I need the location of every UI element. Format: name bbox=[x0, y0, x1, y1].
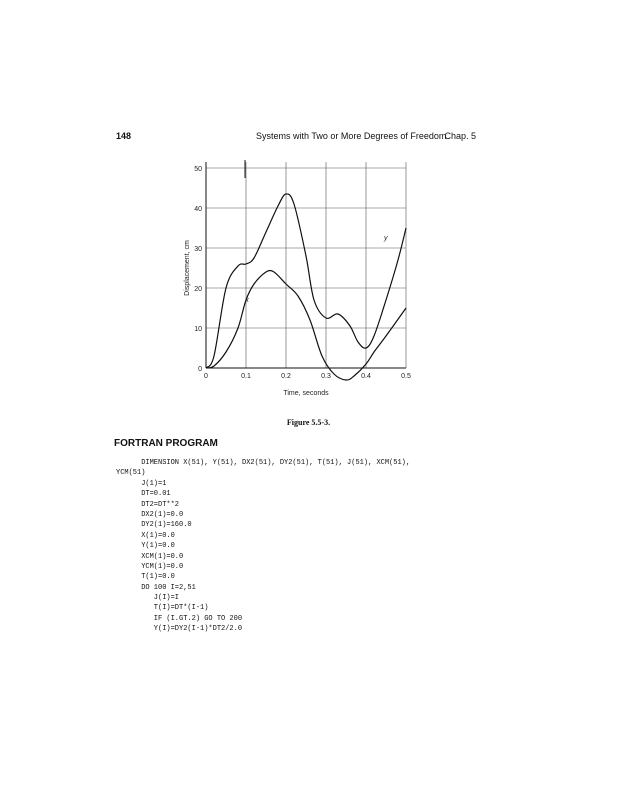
chapter-label: Chap. 5 bbox=[444, 131, 476, 141]
y-tick-label: 10 bbox=[194, 326, 202, 333]
series-line-y bbox=[206, 194, 406, 368]
series-line-x bbox=[206, 271, 406, 381]
running-title: Systems with Two or More Degrees of Freedom bbox=[256, 131, 447, 141]
y-tick-label: 20 bbox=[194, 286, 202, 293]
code-line: DX2(1)=0.0 bbox=[116, 510, 184, 519]
code-line: DO 100 I=2,51 bbox=[116, 583, 196, 592]
code-line: YCM(1)=0.0 bbox=[116, 562, 184, 571]
y-tick-label: 50 bbox=[194, 166, 202, 173]
x-tick-label: 0.5 bbox=[401, 373, 411, 380]
code-line: X(1)=0.0 bbox=[116, 531, 175, 540]
code-line: DT2=DT**2 bbox=[116, 500, 180, 509]
x-tick-label: 0.1 bbox=[241, 373, 251, 380]
section-heading: FORTRAN PROGRAM bbox=[114, 438, 218, 449]
code-line: T(I)=DT*(I-1) bbox=[116, 604, 209, 613]
code-line: J(I)=I bbox=[116, 594, 180, 603]
y-axis-label: Displacement, cm bbox=[184, 240, 191, 296]
code-line: J(1)=1 bbox=[116, 479, 167, 488]
y-tick-label: 30 bbox=[194, 246, 202, 253]
chart-axes bbox=[206, 160, 406, 368]
x-tick-label: 0.2 bbox=[281, 373, 291, 380]
code-line: XCM(1)=0.0 bbox=[116, 552, 184, 561]
code-line: DIMENSION X(51), Y(51), DX2(51), DY2(51), T(51), J(51), XCM(51), bbox=[116, 459, 411, 467]
chart-grid bbox=[206, 162, 406, 368]
code-line: Y(I)=DY2(I-1)*DT2/2.0 bbox=[116, 625, 243, 634]
fortran-code-block bbox=[116, 458, 410, 635]
code-line: T(1)=0.0 bbox=[116, 573, 175, 582]
curve-label-y: y bbox=[384, 235, 388, 242]
chart-series bbox=[206, 194, 406, 380]
x-tick-label: 0 bbox=[204, 373, 208, 380]
x-axis-label: Time, seconds bbox=[283, 390, 329, 397]
x-tick-label: 0.3 bbox=[321, 373, 331, 380]
y-tick-label: 0 bbox=[198, 366, 202, 373]
code-line: DT=0.01 bbox=[116, 490, 171, 499]
curve-label-x: x bbox=[245, 297, 249, 304]
figure-caption: Figure 5.5-3. bbox=[286, 418, 331, 427]
x-tick-label: 0.4 bbox=[361, 373, 371, 380]
code-line: YCM(51) bbox=[116, 469, 146, 478]
y-tick-label: 40 bbox=[194, 206, 202, 213]
code-line: Y(1)=0.0 bbox=[116, 542, 175, 551]
code-line: DY2(1)=160.0 bbox=[116, 521, 192, 530]
code-line: IF (I.GT.2) GO TO 200 bbox=[116, 614, 243, 623]
page-number: 148 bbox=[116, 131, 132, 141]
